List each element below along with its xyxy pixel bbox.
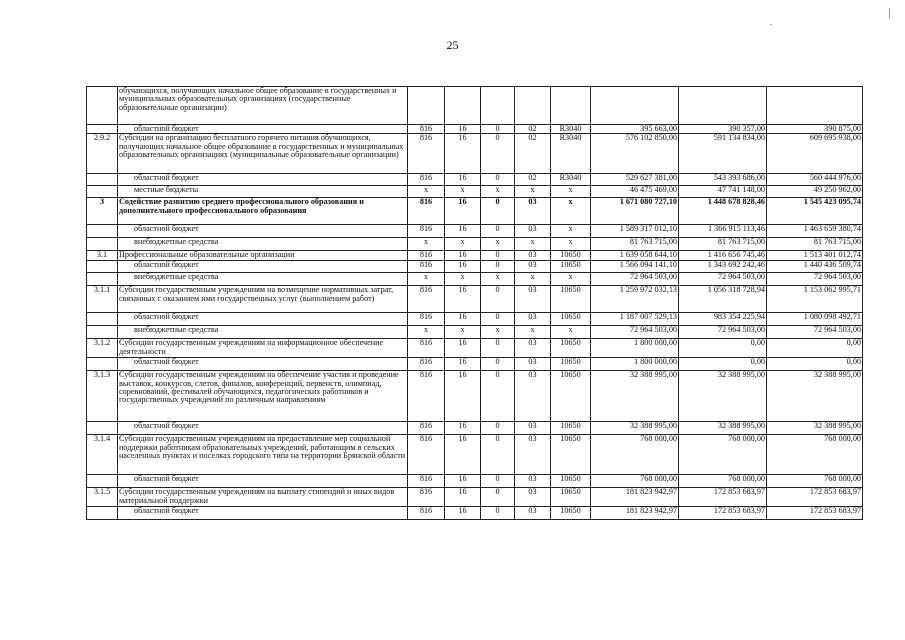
row-description-cell: обучающихся, получающих начальное общее образование в государственных и муниципальных образовательных организациях (государственные образовательные организации) [118, 87, 408, 125]
amount-year1-cell: 181 823 942,97 [591, 507, 679, 520]
amount-year1-cell: 1 639 058 644,10 [591, 251, 679, 261]
amount-year1-cell: 1 589 317 012,10 [591, 225, 679, 238]
code-program-cell: х [445, 186, 481, 198]
table-row [87, 273, 863, 286]
row-number-cell: 2.9.2 [87, 134, 118, 174]
code-admin-cell: х [408, 326, 445, 339]
amount-year2-cell: 983 354 225,94 [679, 313, 767, 326]
amount-year3-cell: 72 964 503,00 [767, 326, 863, 339]
code-program-cell: 16 [445, 286, 481, 313]
code-subprogram-cell: 0 [481, 475, 515, 488]
table-row [87, 125, 863, 134]
code-admin-cell: 816 [408, 507, 445, 520]
row-number-cell [87, 273, 118, 286]
code-direction-cell: R3040 [551, 174, 591, 186]
table-body [87, 87, 863, 520]
amount-year3-cell [767, 87, 863, 125]
code-admin-cell: 816 [408, 358, 445, 371]
table-row [87, 358, 863, 371]
code-program-cell: 16 [445, 225, 481, 238]
row-description-cell: Субсидии государственным учреждениям на обеспечение участия и проведение выставок, конкурсов, слетов, финалов, конференций, первенств, олимпиад, соревнований, фестивалей обучающихся, педагогических работников и государственных учреждений по различным направлениям [118, 371, 408, 422]
code-direction-cell: х [551, 273, 591, 286]
code-program-cell: 16 [445, 174, 481, 186]
amount-year2-cell: 768 000,00 [679, 435, 767, 475]
amount-year2-cell: 47 741 148,00 [679, 186, 767, 198]
amount-year3-cell: 172 853 683,97 [767, 488, 863, 507]
row-description-cell: местные бюджеты [118, 186, 408, 198]
amount-year2-cell: 1 056 318 728,94 [679, 286, 767, 313]
code-subprogram-cell: 0 [481, 174, 515, 186]
row-number-cell [87, 87, 118, 125]
code-admin-cell: 816 [408, 125, 445, 134]
code-admin-cell: 816 [408, 488, 445, 507]
row-description-cell: Субсидии государственным учреждениям на выплату стипендий и иных видов материальной поддержки [118, 488, 408, 507]
code-activity-cell: х [515, 326, 551, 339]
amount-year2-cell: 1 416 656 745,46 [679, 251, 767, 261]
row-number-cell [87, 174, 118, 186]
amount-year2-cell: 32 388 995,00 [679, 422, 767, 435]
amount-year2-cell: 0,00 [679, 358, 767, 371]
code-subprogram-cell: 0 [481, 134, 515, 174]
code-program-cell: х [445, 238, 481, 251]
amount-year1-cell: 1 800 000,00 [591, 339, 679, 358]
code-direction-cell: 10650 [551, 339, 591, 358]
row-number-cell: 3.1 [87, 251, 118, 261]
amount-year3-cell: 72 964 503,00 [767, 273, 863, 286]
code-direction-cell: х [551, 198, 591, 225]
code-direction-cell: 10650 [551, 251, 591, 261]
row-description-cell: областной бюджет [118, 313, 408, 326]
amount-year2-cell: 0,00 [679, 339, 767, 358]
code-program-cell [445, 87, 481, 125]
code-direction-cell: R3040 [551, 125, 591, 134]
code-program-cell: 16 [445, 371, 481, 422]
code-subprogram-cell: х [481, 186, 515, 198]
code-activity-cell: 03 [515, 251, 551, 261]
amount-year2-cell: 72 964 503,00 [679, 326, 767, 339]
code-subprogram-cell [481, 87, 515, 125]
code-admin-cell: 816 [408, 313, 445, 326]
table-row [87, 435, 863, 475]
code-program-cell: 16 [445, 251, 481, 261]
table-row [87, 251, 863, 261]
amount-year2-cell: 172 853 683,97 [679, 507, 767, 520]
row-number-cell: 3.1.3 [87, 371, 118, 422]
row-number-cell [87, 225, 118, 238]
code-admin-cell [408, 87, 445, 125]
code-subprogram-cell: 0 [481, 251, 515, 261]
row-description-cell: Субсидии на организацию бесплатного горячего питания обучающихся, получающих начальное общее образование в государственных и муниципальных образовательных организациях (муниципальные образовательные организации) [118, 134, 408, 174]
code-program-cell: 16 [445, 422, 481, 435]
code-direction-cell: 10650 [551, 371, 591, 422]
table-row [87, 475, 863, 488]
row-description-cell: областной бюджет [118, 261, 408, 273]
row-description-cell: Профессиональные образовательные организации [118, 251, 408, 261]
row-number-cell: 3 [87, 198, 118, 225]
amount-year2-cell: 543 393 686,00 [679, 174, 767, 186]
amount-year1-cell: 1 187 007 529,13 [591, 313, 679, 326]
amount-year3-cell: 390 875,00 [767, 125, 863, 134]
amount-year3-cell: 1 545 423 095,74 [767, 198, 863, 225]
code-activity-cell: 03 [515, 261, 551, 273]
amount-year1-cell: 46 475 469,00 [591, 186, 679, 198]
code-program-cell: 16 [445, 435, 481, 475]
amount-year2-cell [679, 87, 767, 125]
code-direction-cell: R3040 [551, 134, 591, 174]
code-subprogram-cell: 0 [481, 488, 515, 507]
code-direction-cell: 10650 [551, 313, 591, 326]
code-subprogram-cell: 0 [481, 286, 515, 313]
code-direction-cell: 10650 [551, 507, 591, 520]
amount-year2-cell: 768 000,00 [679, 475, 767, 488]
table-row [87, 174, 863, 186]
code-program-cell: х [445, 273, 481, 286]
table-row [87, 286, 863, 313]
code-activity-cell: 03 [515, 475, 551, 488]
amount-year3-cell: 560 444 976,00 [767, 174, 863, 186]
code-subprogram-cell: 0 [481, 125, 515, 134]
amount-year3-cell: 1 463 659 380,74 [767, 225, 863, 238]
amount-year3-cell: 0,00 [767, 339, 863, 358]
code-activity-cell: х [515, 238, 551, 251]
row-description-cell: внебюджетные средства [118, 326, 408, 339]
row-description-cell: областной бюджет [118, 225, 408, 238]
code-activity-cell: 03 [515, 286, 551, 313]
amount-year1-cell: 1 259 972 032,13 [591, 286, 679, 313]
table-row [87, 225, 863, 238]
code-direction-cell: х [551, 326, 591, 339]
code-program-cell: 16 [445, 358, 481, 371]
row-description-cell: областной бюджет [118, 475, 408, 488]
code-program-cell: х [445, 326, 481, 339]
row-number-cell [87, 358, 118, 371]
budget-table [86, 86, 863, 520]
amount-year1-cell: 1 566 094 141,10 [591, 261, 679, 273]
code-admin-cell: х [408, 273, 445, 286]
code-subprogram-cell: 0 [481, 422, 515, 435]
table-row [87, 198, 863, 225]
row-description-cell: областной бюджет [118, 125, 408, 134]
code-admin-cell: х [408, 186, 445, 198]
scan-edge-mark [889, 8, 890, 18]
code-subprogram-cell: х [481, 326, 515, 339]
amount-year2-cell: 172 853 683,97 [679, 488, 767, 507]
amount-year2-cell: 591 134 834,00 [679, 134, 767, 174]
code-program-cell: 16 [445, 507, 481, 520]
amount-year3-cell: 32 388 995,00 [767, 371, 863, 422]
row-number-cell: 3.1.2 [87, 339, 118, 358]
row-number-cell [87, 475, 118, 488]
row-number-cell [87, 238, 118, 251]
table-row [87, 134, 863, 174]
amount-year2-cell: 1 343 692 242,46 [679, 261, 767, 273]
code-activity-cell: 03 [515, 225, 551, 238]
amount-year3-cell: 0,00 [767, 358, 863, 371]
amount-year3-cell: 172 853 683,97 [767, 507, 863, 520]
code-program-cell: 16 [445, 488, 481, 507]
code-subprogram-cell: 0 [481, 358, 515, 371]
code-admin-cell: 816 [408, 261, 445, 273]
code-activity-cell: 03 [515, 371, 551, 422]
row-description-cell: областной бюджет [118, 422, 408, 435]
row-number-cell [87, 125, 118, 134]
amount-year1-cell: 529 627 381,00 [591, 174, 679, 186]
table-row [87, 371, 863, 422]
row-number-cell: 3.1.1 [87, 286, 118, 313]
amount-year1-cell: 32 388 995,00 [591, 422, 679, 435]
amount-year1-cell: 81 763 715,00 [591, 238, 679, 251]
code-admin-cell: 816 [408, 251, 445, 261]
row-number-cell [87, 313, 118, 326]
code-admin-cell: 816 [408, 422, 445, 435]
row-number-cell [87, 186, 118, 198]
row-description-cell: областной бюджет [118, 507, 408, 520]
code-program-cell: 16 [445, 475, 481, 488]
code-admin-cell: 816 [408, 174, 445, 186]
amount-year2-cell: 1 448 678 828,46 [679, 198, 767, 225]
table-row [87, 422, 863, 435]
amount-year1-cell: 768 000,00 [591, 435, 679, 475]
row-number-cell: 3.1.4 [87, 435, 118, 475]
table-row [87, 261, 863, 273]
row-description-cell: Субсидии государственным учреждениям на возмещение нормативных затрат, связанных с оказанием ими государственных услуг (выполнением работ) [118, 286, 408, 313]
code-program-cell: 16 [445, 313, 481, 326]
amount-year3-cell: 81 763 715,00 [767, 238, 863, 251]
code-activity-cell: х [515, 273, 551, 286]
amount-year1-cell: 72 964 503,00 [591, 273, 679, 286]
code-activity-cell: 03 [515, 339, 551, 358]
code-program-cell: 16 [445, 125, 481, 134]
amount-year3-cell: 768 000,00 [767, 435, 863, 475]
code-activity-cell: 03 [515, 488, 551, 507]
table-row [87, 326, 863, 339]
amount-year1-cell: 1 800 000,00 [591, 358, 679, 371]
code-subprogram-cell: 0 [481, 313, 515, 326]
code-admin-cell: х [408, 238, 445, 251]
code-admin-cell: 816 [408, 134, 445, 174]
code-subprogram-cell: 0 [481, 261, 515, 273]
row-number-cell [87, 422, 118, 435]
amount-year2-cell: 390 357,00 [679, 125, 767, 134]
code-admin-cell: 816 [408, 371, 445, 422]
code-program-cell: 16 [445, 339, 481, 358]
code-subprogram-cell: 0 [481, 435, 515, 475]
row-description-cell: внебюджетные средства [118, 238, 408, 251]
table-row [87, 507, 863, 520]
amount-year3-cell: 1 440 436 509,74 [767, 261, 863, 273]
code-admin-cell: 816 [408, 339, 445, 358]
row-description-cell: Субсидии государственным учреждениям на информационное обеспечение деятельности [118, 339, 408, 358]
amount-year1-cell: 576 102 850,00 [591, 134, 679, 174]
code-admin-cell: 816 [408, 198, 445, 225]
code-activity-cell: 02 [515, 134, 551, 174]
code-activity-cell: 03 [515, 422, 551, 435]
code-subprogram-cell: 0 [481, 198, 515, 225]
code-direction-cell [551, 87, 591, 125]
code-activity-cell: 03 [515, 507, 551, 520]
code-program-cell: 16 [445, 198, 481, 225]
amount-year1-cell: 768 000,00 [591, 475, 679, 488]
code-direction-cell: х [551, 186, 591, 198]
row-description-cell: областной бюджет [118, 174, 408, 186]
code-subprogram-cell: х [481, 238, 515, 251]
amount-year2-cell: 32 388 995,00 [679, 371, 767, 422]
amount-year1-cell: 181 823 942,97 [591, 488, 679, 507]
code-direction-cell: 10650 [551, 422, 591, 435]
row-number-cell [87, 507, 118, 520]
code-admin-cell: 816 [408, 475, 445, 488]
code-direction-cell: 10650 [551, 261, 591, 273]
code-admin-cell: 816 [408, 435, 445, 475]
code-admin-cell: 816 [408, 286, 445, 313]
table-row [87, 313, 863, 326]
table-row [87, 238, 863, 251]
row-description-cell: Субсидии государственным учреждениям на предоставление мер социальной поддержки работникам образовательных учреждений, работающим в сельских населенных пунктах и поселках городского типа на территории Брянской области [118, 435, 408, 475]
amount-year1-cell [591, 87, 679, 125]
amount-year1-cell: 395 663,00 [591, 125, 679, 134]
amount-year2-cell: 1 366 915 113,46 [679, 225, 767, 238]
code-activity-cell: 02 [515, 174, 551, 186]
code-activity-cell: х [515, 186, 551, 198]
code-subprogram-cell: 0 [481, 371, 515, 422]
code-direction-cell: 10650 [551, 358, 591, 371]
code-subprogram-cell: 0 [481, 225, 515, 238]
code-activity-cell: 03 [515, 198, 551, 225]
code-activity-cell [515, 87, 551, 125]
amount-year2-cell: 81 763 715,00 [679, 238, 767, 251]
row-description-cell: Содействие развитию среднего профессионального образования и дополнительного профессионального образования [118, 198, 408, 225]
amount-year3-cell: 49 250 962,00 [767, 186, 863, 198]
amount-year3-cell: 1 080 098 492,71 [767, 313, 863, 326]
row-number-cell [87, 261, 118, 273]
amount-year2-cell: 72 964 503,00 [679, 273, 767, 286]
code-direction-cell: 10650 [551, 435, 591, 475]
code-activity-cell: 02 [515, 125, 551, 134]
amount-year3-cell: 609 695 938,00 [767, 134, 863, 174]
code-direction-cell: х [551, 238, 591, 251]
amount-year1-cell: 72 964 503,00 [591, 326, 679, 339]
amount-year3-cell: 1 513 401 012,74 [767, 251, 863, 261]
amount-year3-cell: 768 000,00 [767, 475, 863, 488]
row-description-cell: областной бюджет [118, 358, 408, 371]
code-direction-cell: 10650 [551, 488, 591, 507]
row-number-cell: 3.1.5 [87, 488, 118, 507]
code-program-cell: 16 [445, 261, 481, 273]
code-admin-cell: 816 [408, 225, 445, 238]
code-subprogram-cell: 0 [481, 339, 515, 358]
page-number: 25 [446, 38, 459, 52]
code-direction-cell: х [551, 225, 591, 238]
code-subprogram-cell: 0 [481, 507, 515, 520]
code-activity-cell: 03 [515, 358, 551, 371]
code-activity-cell: 03 [515, 435, 551, 475]
amount-year3-cell: 32 388 995,00 [767, 422, 863, 435]
scan-speck [770, 24, 772, 25]
table-row [87, 87, 863, 125]
code-direction-cell: 10650 [551, 286, 591, 313]
table-row [87, 488, 863, 507]
amount-year3-cell: 1 153 062 995,71 [767, 286, 863, 313]
row-number-cell [87, 326, 118, 339]
table-row [87, 339, 863, 358]
amount-year1-cell: 32 388 995,00 [591, 371, 679, 422]
amount-year1-cell: 1 671 080 727,10 [591, 198, 679, 225]
code-activity-cell: 03 [515, 313, 551, 326]
code-program-cell: 16 [445, 134, 481, 174]
code-subprogram-cell: х [481, 273, 515, 286]
table-row [87, 186, 863, 198]
code-direction-cell: 10650 [551, 475, 591, 488]
row-description-cell: внебюджетные средства [118, 273, 408, 286]
